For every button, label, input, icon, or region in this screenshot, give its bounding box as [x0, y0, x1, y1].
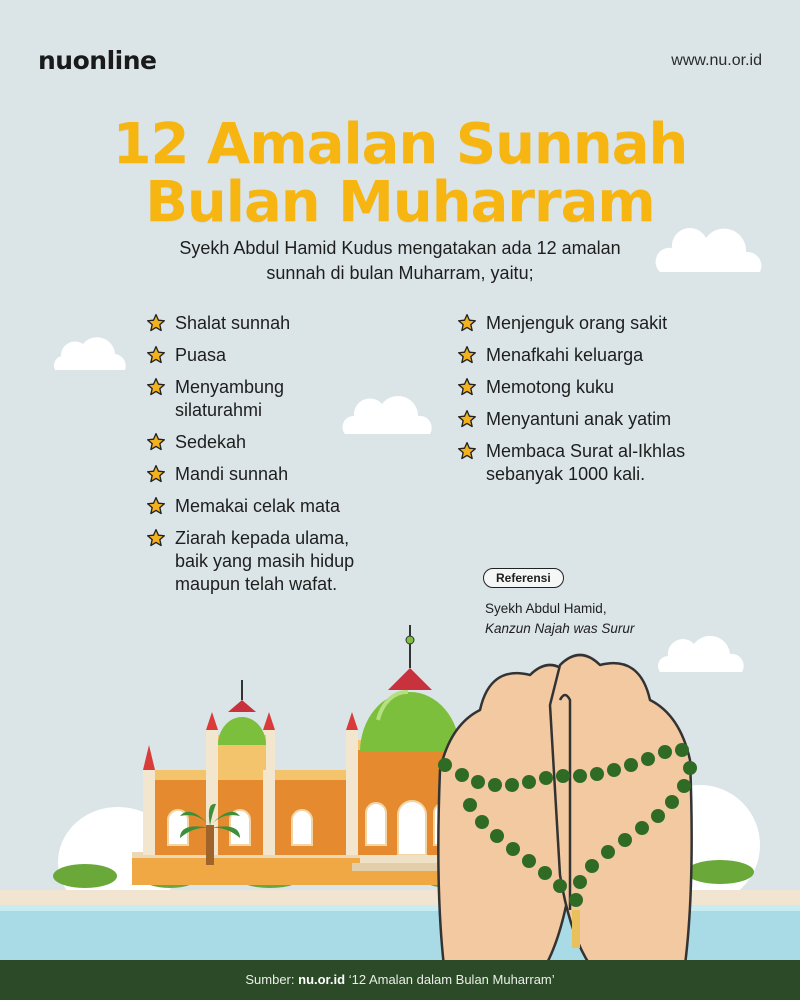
list-item-label: Memakai celak mata — [175, 496, 341, 516]
list-item-label: Menyambung silaturahmi — [175, 377, 285, 420]
list-item — [457, 440, 687, 486]
list-item-label: Mandi sunnah — [175, 464, 289, 484]
star-icon — [457, 313, 477, 333]
list-item — [146, 344, 356, 367]
list-item-label: Membaca Surat al-Ikhlas sebanyak 1000 kali. — [486, 441, 686, 484]
list-item — [146, 463, 356, 486]
list-item — [146, 376, 356, 422]
list-item-label: Puasa — [175, 345, 227, 365]
list-item-label: Menyantuni anak yatim — [486, 409, 672, 429]
page-title-line-2: Bulan Muharram — [145, 170, 655, 235]
nuonline-logo: nuonline — [38, 46, 157, 75]
star-icon — [146, 377, 166, 397]
list-item-label: Shalat sunnah — [175, 313, 291, 333]
list-item-label: Menafkahi keluarga — [486, 345, 644, 365]
list-item-label: Ziarah kepada ulama, baik yang masih hidup maupun telah wafat. — [175, 528, 355, 594]
page-title-line-1: 12 Amalan Sunnah — [112, 112, 688, 177]
list-item-label: Menjenguk orang sakit — [486, 313, 668, 333]
star-icon — [146, 496, 166, 516]
list-item — [146, 431, 356, 454]
site-url: www.nu.or.id — [671, 52, 762, 69]
list-item — [146, 495, 356, 518]
list-item — [146, 312, 356, 335]
list-item-label: Sedekah — [175, 432, 247, 452]
reference-book: Kanzun Najah was Surur — [485, 621, 635, 636]
reference-badge: Referensi — [483, 568, 564, 588]
list-item-label: Memotong kuku — [486, 377, 615, 397]
star-icon — [457, 409, 477, 429]
footer-prefix: Sumber: — [245, 972, 295, 987]
star-icon — [146, 345, 166, 365]
list-item — [457, 376, 687, 399]
amalan-list-right — [457, 312, 687, 495]
reference-citation — [485, 599, 634, 639]
footer-article: ‘12 Amalan dalam Bulan Muharram’ — [348, 972, 555, 987]
list-item — [457, 312, 687, 335]
footer-source-link[interactable]: nu.or.id — [298, 972, 346, 987]
star-icon — [146, 464, 166, 484]
star-icon — [457, 345, 477, 365]
star-icon — [146, 432, 166, 452]
star-icon — [146, 313, 166, 333]
star-icon — [457, 441, 477, 461]
star-icon — [146, 528, 166, 548]
list-item — [457, 408, 687, 431]
list-item — [146, 527, 356, 596]
source-footer — [0, 960, 800, 1000]
intro-text: Syekh Abdul Hamid Kudus mengatakan ada 12 amalan sunnah di bulan Muharram, yaitu; — [179, 238, 621, 283]
reference-author: Syekh Abdul Hamid, — [485, 601, 607, 616]
amalan-list-left — [146, 312, 356, 605]
star-icon — [457, 377, 477, 397]
list-item — [457, 344, 687, 367]
